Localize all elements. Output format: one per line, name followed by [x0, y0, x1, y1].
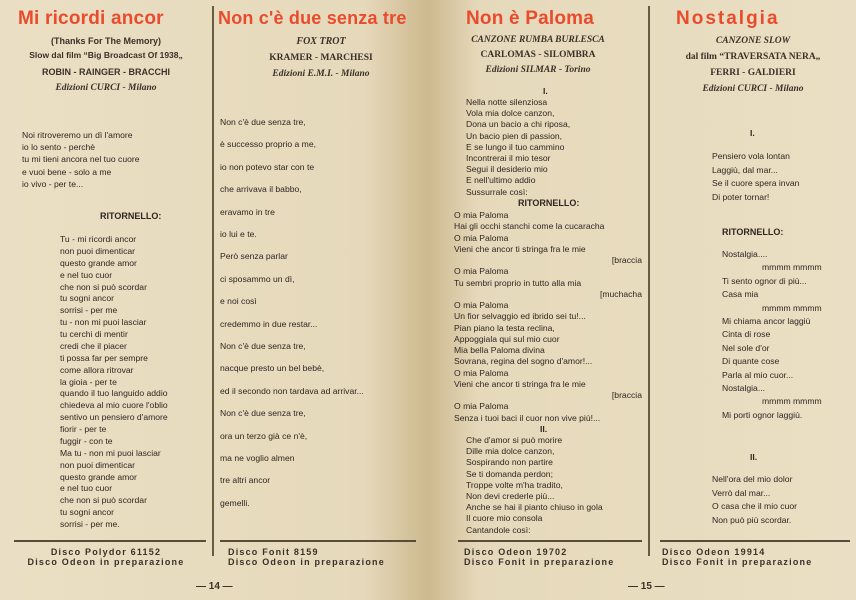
- lyric-line: [braccia: [611, 255, 642, 265]
- lyric-line: mmmm mmmm: [762, 262, 822, 273]
- lyric-line: Non c'è due senza tre,: [220, 117, 306, 127]
- lyric-line: Appoggiala qui sul mio cuor: [454, 333, 560, 344]
- song-authors: FERRI - GALDIERI: [710, 68, 796, 78]
- record-info: Disco Polydor 61152: [50, 547, 162, 557]
- lyric-line: io non potevo star con te: [220, 161, 315, 172]
- lyric-line: Un bacio pien di passion,: [466, 130, 563, 141]
- lyric-line: Non c'è due senza tre,: [220, 408, 306, 419]
- lyric-line: Non può più scordar.: [712, 514, 792, 525]
- lyric-line: io vivo - per te...: [22, 178, 84, 189]
- lyric-line: ti possa far per sempre: [60, 352, 148, 363]
- song-authors: KRAMER - MARCHESI: [269, 53, 373, 63]
- lyric-line: io lo sento - perchè: [22, 142, 96, 153]
- lyric-line: Se il cuore spera invan: [712, 178, 800, 188]
- lyric-line: Vola mia dolce canzon,: [466, 108, 555, 119]
- record-info: Disco Fonit 8159: [228, 547, 319, 557]
- lyric-line: O mia Paloma: [454, 300, 509, 310]
- song-authors: ROBIN - RAINGER - BRACCHI: [42, 67, 170, 77]
- lyric-line: nacque presto un bel bebè,: [220, 363, 325, 374]
- lyric-line: che non si può scordar: [60, 281, 147, 292]
- lyric-line: Di poter tornar!: [712, 191, 770, 202]
- record-info-secondary: Disco Fonit in preparazione: [662, 557, 813, 567]
- song-publisher: Edizioni SILMAR - Torino: [485, 65, 591, 75]
- lyric-line: Nell'ora del mio dolor: [712, 474, 793, 484]
- song-source: Slow dal film “Big Broadcast Of 1938„: [29, 50, 183, 60]
- page-right: [428, 0, 856, 600]
- lyric-line: Mi chiama ancor laggiù: [722, 316, 811, 326]
- song-source: dal film “TRAVERSATA NERA„: [685, 52, 821, 62]
- lyric-line: Non c'è due senza tre,: [220, 341, 306, 351]
- lyric-line: Hai gli occhi stanchi come la cucaracha: [454, 221, 605, 232]
- song-subtitle: (Thanks For The Memory): [50, 36, 161, 46]
- lyric-line: Segui il desiderio mio: [466, 164, 548, 175]
- song-title: Mi ricordi ancor: [18, 8, 164, 29]
- lyric-line: Tu sembri proprio in tutto alla mia: [454, 277, 582, 288]
- lyric-line: Ti sento ognor di più...: [722, 275, 807, 286]
- lyric-line: Dona un bacio a chi riposa,: [466, 119, 571, 130]
- lyric-line: Mia bella Paloma divina: [454, 345, 545, 355]
- lyric-line: e noi così: [220, 296, 257, 307]
- lyric-line: chiedeva al mio cuore l'oblio: [60, 400, 168, 411]
- lyric-line: Nella notte silenziosa: [466, 97, 548, 107]
- lyric-line: Noi ritroveremo un dì l'amore: [22, 130, 133, 140]
- lyric-line: Sospirando non partire: [466, 457, 553, 468]
- song-title: Non c'è due senza tre: [218, 8, 407, 28]
- lyric-line: questo grande amor: [60, 471, 137, 482]
- lyric-line: eravamo in tre: [220, 206, 275, 217]
- lyric-line: credemmo in due restar...: [220, 318, 318, 329]
- record-info-secondary: Disco Odeon in preparazione: [27, 557, 185, 567]
- lyric-line: ora un terzo già ce n'è,: [220, 430, 308, 441]
- lyric-line: che non si può scordar: [60, 495, 147, 506]
- lyric-line: credi che il piacer: [60, 340, 127, 351]
- lyric-line: ma ne voglio almen: [220, 453, 295, 463]
- lyric-line: è successo proprio a me,: [220, 139, 317, 150]
- lyric-line: Verrò dal mar...: [712, 487, 771, 498]
- lyric-line: fiorir - per te: [60, 424, 107, 435]
- lyric-line: Casa mia: [722, 289, 759, 300]
- page-number: — 14 —: [196, 581, 233, 592]
- lyric-line: la gioia - per te: [60, 376, 117, 387]
- footer-rule: [458, 540, 642, 542]
- lyric-line: Pensiero vola lontan: [712, 151, 790, 161]
- record-info: Disco Odeon 19914: [662, 547, 766, 557]
- page-number: — 15 —: [628, 581, 665, 592]
- lyric-line: Che d'amor si può morire: [466, 435, 563, 445]
- lyric-line: Nostalgia....: [722, 249, 768, 259]
- lyric-line: fuggir - con te: [60, 435, 113, 446]
- lyric-line: tu sogni ancor: [60, 507, 114, 518]
- lyric-line: Un fior selvaggio ed ibrido sei tu!...: [454, 311, 586, 322]
- lyric-line: ci sposammo un dì,: [220, 273, 295, 284]
- ritornello-heading: RITORNELLO:: [518, 198, 580, 208]
- lyric-line: Senza i tuoi baci il cuor non vive più!...: [454, 412, 601, 423]
- lyric-line: E se lungo il tuo cammino: [466, 141, 565, 152]
- lyric-line: Mi porti ognor laggiù.: [722, 409, 803, 420]
- lyric-line: Vieni che ancor ti stringa fra le mie: [454, 243, 586, 254]
- song-publisher: Edizioni CURCI - Milano: [702, 84, 804, 94]
- section-number: I.: [543, 86, 548, 96]
- lyric-line: Se ti domanda perdon;: [466, 468, 553, 479]
- lyric-line: Incontrerai il mio tesor: [466, 153, 551, 163]
- lyric-line: tu sogni ancor: [60, 293, 114, 304]
- lyric-line: mmmm mmmm: [762, 396, 822, 407]
- lyric-line: Parla al mio cuor...: [722, 369, 794, 380]
- lyric-line: O mia Paloma: [454, 232, 509, 243]
- song-authors: CARLOMAS - SILOMBRA: [480, 50, 596, 60]
- lyric-line: e nel tuo cuor: [60, 269, 113, 280]
- lyric-line: O mia Paloma: [454, 367, 509, 378]
- lyric-line: Troppe volte m'ha tradito,: [466, 479, 563, 490]
- song-nostalgia: [650, 0, 856, 567]
- lyric-line: che arrivava il babbo,: [220, 184, 302, 195]
- lyric-line: io lui e te.: [220, 229, 257, 239]
- ritornello-heading: RITORNELLO:: [100, 211, 162, 221]
- lyric-line: [muchacha: [599, 288, 642, 299]
- lyric-line: tu mi tieni ancora nel tuo cuore: [22, 154, 140, 165]
- lyric-line: O mia Paloma: [454, 266, 509, 277]
- song-genre: FOX TROT: [296, 36, 346, 47]
- lyric-line: Di quante cose: [722, 356, 780, 367]
- lyric-line: gemelli.: [220, 497, 250, 508]
- lyric-line: e vuoi bene - solo a me: [22, 166, 112, 177]
- section-number: II.: [540, 424, 548, 434]
- lyric-line: ed il secondo non tardava ad arrivar...: [220, 385, 364, 396]
- record-info: Disco Odeon 19702: [464, 547, 568, 557]
- lyric-line: questo grande amor: [60, 257, 137, 268]
- lyric-line: tre altri ancor: [220, 475, 271, 486]
- lyric-line: mmmm mmmm: [762, 302, 822, 313]
- song-non-ce-due-senza-tre: [214, 0, 428, 567]
- lyric-line: Laggiù, dal mar...: [712, 164, 778, 175]
- lyric-line: [braccia: [611, 390, 642, 400]
- song-genre: CANZONE SLOW: [715, 36, 791, 46]
- song-genre: CANZONE RUMBA BURLESCA: [471, 35, 605, 45]
- lyric-line: O mia Paloma: [454, 210, 509, 220]
- lyric-line: O mia Paloma: [454, 401, 509, 412]
- lyric-line: non puoi dimenticar: [60, 245, 136, 256]
- footer-rule: [220, 540, 416, 542]
- lyric-line: Tu - mi ricordi ancor: [60, 234, 137, 244]
- lyric-line: Ma tu - non mi puoi lasciar: [60, 447, 161, 458]
- lyric-line: Vieni che ancor ti stringa fra le mie: [454, 378, 586, 389]
- lyric-line: non puoi dimenticar: [60, 459, 136, 470]
- lyric-line: O casa che il mio cuor: [712, 501, 798, 511]
- lyric-line: Cantandole così:: [466, 524, 531, 535]
- lyric-line: tu - non mi puoi lasciar: [60, 317, 147, 328]
- section-number: II.: [750, 452, 758, 462]
- record-info-secondary: Disco Fonit in preparazione: [464, 557, 615, 567]
- lyric-line: sorrisi - per me.: [60, 519, 120, 530]
- lyric-line: Pian piano la testa reclina,: [454, 322, 555, 333]
- song-mi-ricordi-ancor: [0, 0, 212, 567]
- lyric-line: sorrisi - per me: [60, 305, 118, 316]
- ritornello-heading: RITORNELLO:: [722, 227, 784, 237]
- footer-rule: [660, 540, 850, 542]
- lyric-line: sentivo un pensiero d'amore: [60, 412, 168, 423]
- lyric-line: e nel tuo cuor: [60, 483, 113, 494]
- lyric-line: Non devi crederle più...: [466, 491, 555, 501]
- song-publisher: Edizioni E.M.I. - Milano: [272, 69, 370, 79]
- song-non-e-paloma: [428, 0, 648, 567]
- lyric-line: Cinta di rose: [722, 329, 771, 340]
- lyric-line: Dille mia dolce canzon,: [466, 446, 555, 457]
- lyric-line: Però senza parlar: [220, 251, 288, 262]
- lyric-line: tu cerchi di mentir: [60, 329, 128, 340]
- footer-rule: [14, 540, 206, 542]
- lyric-line: Nel sole d'or: [722, 342, 770, 353]
- song-title: Nostalgia: [676, 8, 780, 29]
- lyric-line: Il cuore mio consola: [466, 513, 543, 524]
- lyric-line: Anche se hai il pianto chiuso in gola: [466, 502, 603, 513]
- lyric-line: Sovrana, regina del sogno d'amor!...: [454, 356, 593, 367]
- lyric-line: Nostalgia...: [722, 383, 765, 393]
- lyric-line: come allora ritrovar: [60, 364, 134, 375]
- song-publisher: Edizioni CURCI - Milano: [55, 83, 157, 93]
- lyric-line: E nell'ultimo addio: [466, 175, 536, 186]
- section-number: I.: [750, 128, 755, 138]
- lyric-line: quando il tuo languido addio: [60, 388, 168, 399]
- song-title: Non è Paloma: [466, 8, 595, 29]
- record-info-secondary: Disco Odeon in preparazione: [228, 557, 385, 567]
- lyric-line: Sussurrale così:: [466, 186, 528, 197]
